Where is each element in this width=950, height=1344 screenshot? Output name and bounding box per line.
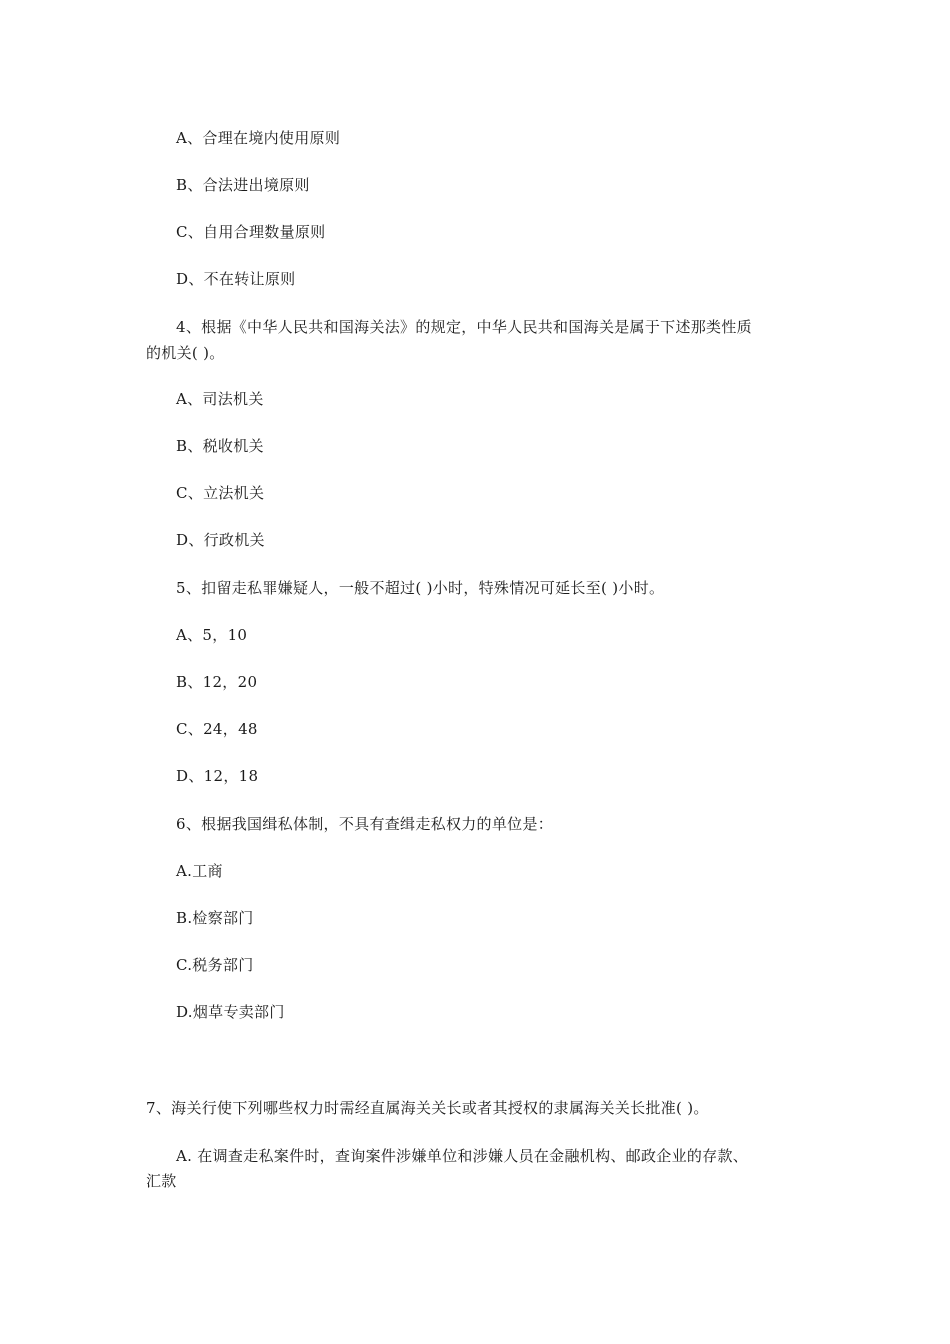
q5-option-a: A、5，10 — [176, 626, 248, 644]
q4-stem-line2: 的机关( )。 — [146, 344, 225, 362]
q7-stem: 7、海关行使下列哪些权力时需经直属海关关长或者其授权的隶属海关关长批准( )。 — [146, 1099, 709, 1117]
q3-option-a: A、合理在境内使用原则 — [176, 129, 341, 147]
q5-option-d: D、12，18 — [176, 767, 259, 785]
q7-option-a-line1: A. 在调查走私案件时，查询案件涉嫌单位和涉嫌人员在金融机构、邮政企业的存款、 — [176, 1147, 749, 1165]
q5-option-c: C、24，48 — [176, 720, 258, 738]
q6-stem: 6、根据我国缉私体制，不具有查缉走私权力的单位是： — [176, 815, 554, 833]
q7-option-a-line2: 汇款 — [146, 1172, 177, 1190]
q3-option-b: B、合法进出境原则 — [176, 176, 310, 194]
q3-option-d: D、不在转让原则 — [176, 270, 296, 288]
q3-option-c: C、自用合理数量原则 — [176, 223, 326, 241]
q6-option-c: C.税务部门 — [176, 956, 254, 974]
q6-option-b: B.检察部门 — [176, 909, 254, 927]
q6-option-a: A.工商 — [176, 862, 223, 880]
q6-option-d: D.烟草专卖部门 — [176, 1003, 285, 1021]
q4-option-a: A、司法机关 — [176, 390, 264, 408]
q4-option-b: B、税收机关 — [176, 437, 264, 455]
q4-option-d: D、行政机关 — [176, 531, 265, 549]
q4-stem-line1: 4、根据《中华人民共和国海关法》的规定，中华人民共和国海关是属于下述那类性质 — [176, 318, 752, 336]
q4-option-c: C、立法机关 — [176, 484, 265, 502]
q5-stem: 5、扣留走私罪嫌疑人，一般不超过( )小时，特殊情况可延长至( )小时。 — [176, 579, 665, 597]
q5-option-b: B、12，20 — [176, 673, 258, 691]
